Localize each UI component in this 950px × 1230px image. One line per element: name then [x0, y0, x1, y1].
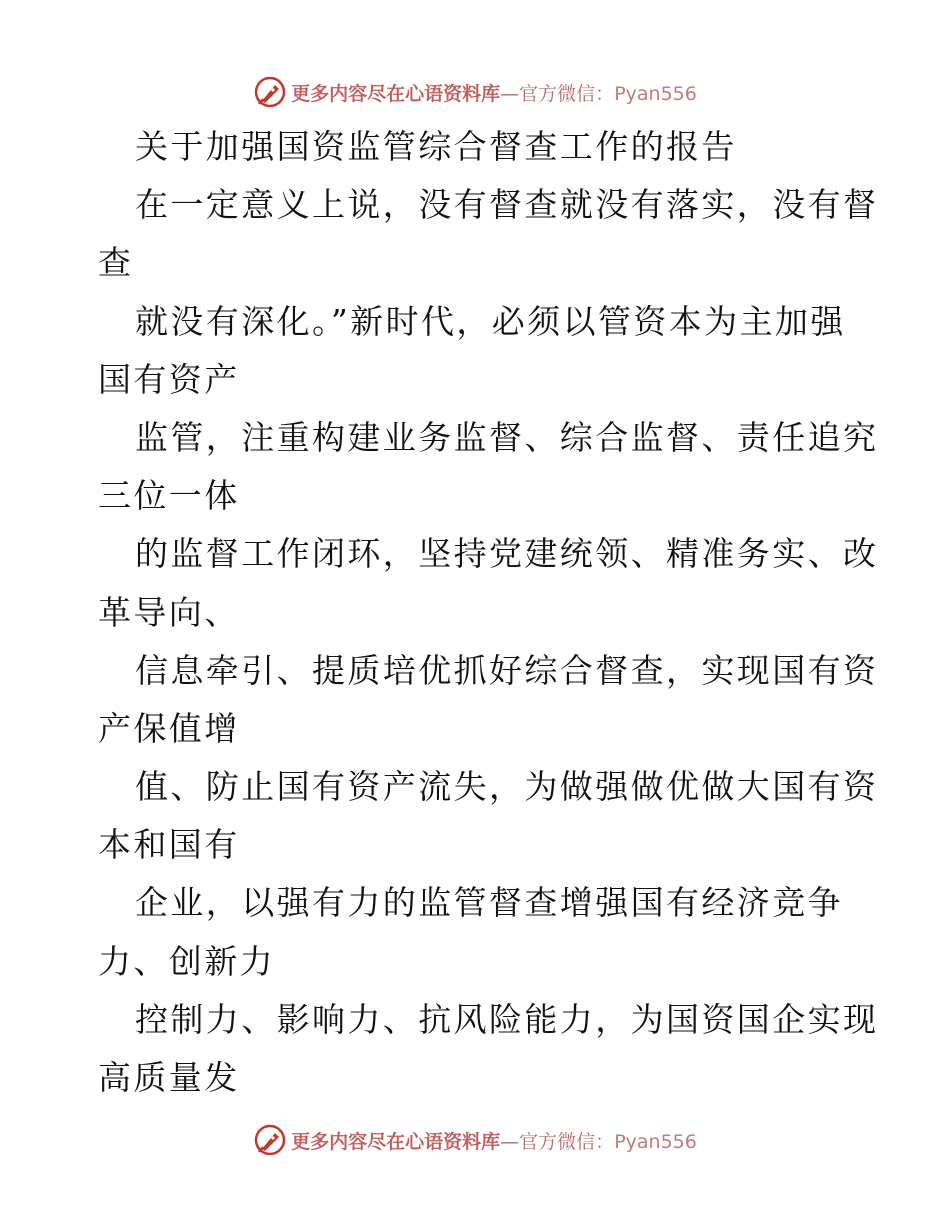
text-line: 监管，注重构建业务监督、综合监督、责任追究 — [135, 417, 879, 457]
pen-nib-logo-icon — [253, 1123, 287, 1157]
pen-nib-logo-icon — [253, 75, 287, 109]
banner-main-text: 更多内容尽在心语资料库 — [291, 82, 501, 105]
banner-official-label: 官方微信： — [519, 1130, 615, 1153]
banner-account: Pyan556 — [614, 1130, 697, 1153]
text-line: 企业，以强有力的监管督查增强国有经济竞争 — [135, 883, 843, 923]
text-line: 国有资产 — [98, 359, 240, 399]
text-line: 力、创新力 — [98, 941, 275, 981]
text-line: 在一定意义上说，没有督查就没有落实，没有督 — [135, 185, 879, 225]
text-line: 革导向、 — [98, 592, 240, 632]
banner-official-label: 官方微信： — [519, 82, 615, 105]
header-banner — [0, 72, 950, 112]
banner-text — [291, 1127, 697, 1154]
text-line: 值、防止国有资产流失，为做强做优做大国有资 — [135, 767, 879, 807]
text-line: 三位一体 — [98, 476, 240, 516]
banner-dash: — — [500, 1130, 520, 1153]
text-line: 高质量发 — [98, 1058, 240, 1097]
document-body — [98, 118, 879, 1107]
text-line: 查 — [98, 243, 134, 283]
banner-dash: — — [500, 82, 520, 105]
banner-text — [291, 79, 697, 106]
banner-account: Pyan556 — [614, 82, 697, 105]
text-line: 信息牵引、提质培优抓好综合督查，实现国有资 — [135, 650, 879, 690]
footer-banner — [0, 1120, 950, 1160]
document-title: 关于加强国资监管综合督查工作的报告 — [135, 127, 737, 166]
banner-main-text: 更多内容尽在心语资料库 — [291, 1130, 501, 1153]
text-line: 产保值增 — [98, 708, 240, 748]
text-line: 控制力、影响力、抗风险能力，为国资国企实现 — [135, 999, 879, 1039]
text-line: 本和国有 — [98, 825, 240, 865]
text-line: 的监督工作闭环，坚持党建统领、精准务实、改 — [135, 534, 879, 574]
text-line: 就没有深化。”新时代，必须以管资本为主加强 — [135, 301, 846, 341]
